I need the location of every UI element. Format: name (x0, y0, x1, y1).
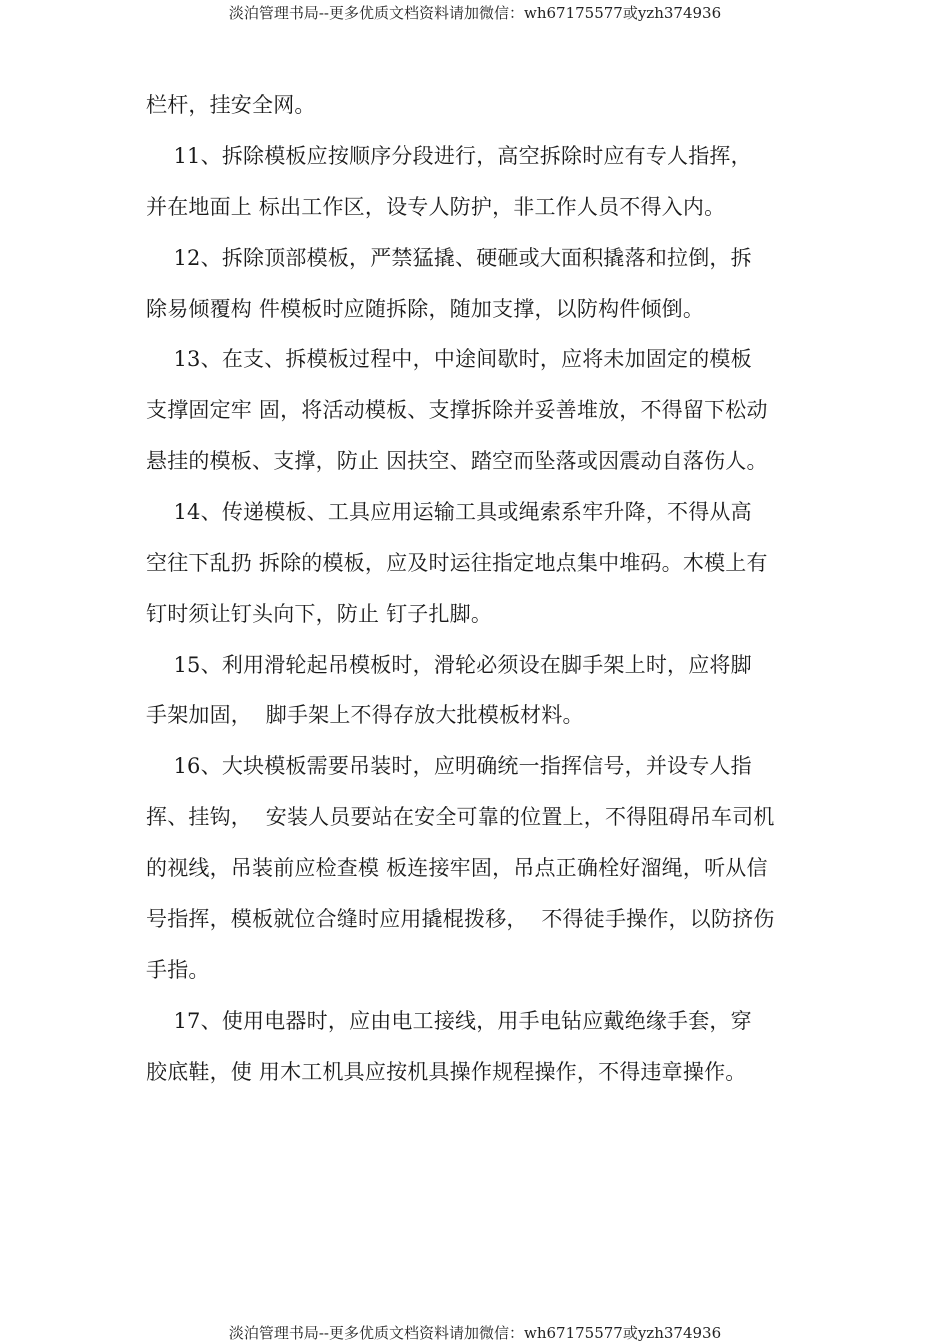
body-line: 17、使用电器时，应由电工接线，用手电钻应戴绝缘手套，穿 (146, 1009, 752, 1033)
page-header: 淡泊管理书局--更多优质文档资料请加微信：wh67175577或yzh374936 (228, 4, 722, 22)
body-line: 手指。 (146, 958, 210, 982)
body-line: 手架加固， 脚手架上不得存放大批模板材料。 (146, 703, 584, 727)
body-line: 16、大块模板需要吊装时，应明确统一指挥信号，并设专人指 (146, 754, 752, 778)
body-line: 栏杆，挂安全网。 (146, 93, 316, 117)
body-line: 号指挥，模板就位合缝时应用撬棍拨移， 不得徒手操作，以防挤伤 (146, 907, 775, 931)
body-line: 支撑固定牢 固，将活动模板、支撑拆除并妥善堆放，不得留下松动 (146, 398, 768, 422)
body-line: 15、利用滑轮起吊模板时，滑轮必须设在脚手架上时，应将脚 (146, 653, 752, 677)
body-line: 胶底鞋，使 用木工机具应按机具操作规程操作，不得违章操作。 (146, 1060, 747, 1084)
body-line: 除易倾覆构 件模板时应随拆除，随加支撑，以防构件倾倒。 (146, 297, 705, 321)
body-line: 空往下乱扔 拆除的模板，应及时运往指定地点集中堆码。木模上有 (146, 551, 768, 575)
body-line: 的视线，吊装前应检查模 板连接牢固，吊点正确栓好溜绳，听从信 (146, 856, 768, 880)
body-line: 钉时须让钉头向下，防止 钉子扎脚。 (146, 602, 493, 626)
page-footer: 淡泊管理书局--更多优质文档资料请加微信：wh67175577或yzh374936 (228, 1324, 722, 1342)
body-line: 12、拆除顶部模板，严禁猛撬、硬砸或大面积撬落和拉倒，拆 (146, 246, 752, 270)
body-line: 挥、挂钩， 安装人员要站在安全可靠的位置上，不得阻碍吊车司机 (146, 805, 775, 829)
body-line: 13、在支、拆模板过程中，中途间歇时，应将未加固定的模板 (146, 347, 752, 371)
body-line: 14、传递模板、工具应用运输工具或绳索系牢升降，不得从高 (146, 500, 752, 524)
body-line: 11、拆除模板应按顺序分段进行，高空拆除时应有专人指挥， (146, 144, 752, 168)
body-line: 并在地面上 标出工作区，设专人防护，非工作人员不得入内。 (146, 195, 726, 219)
body-line: 悬挂的模板、支撑，防止 因扶空、踏空而坠落或因震动自落伤人。 (146, 449, 768, 473)
